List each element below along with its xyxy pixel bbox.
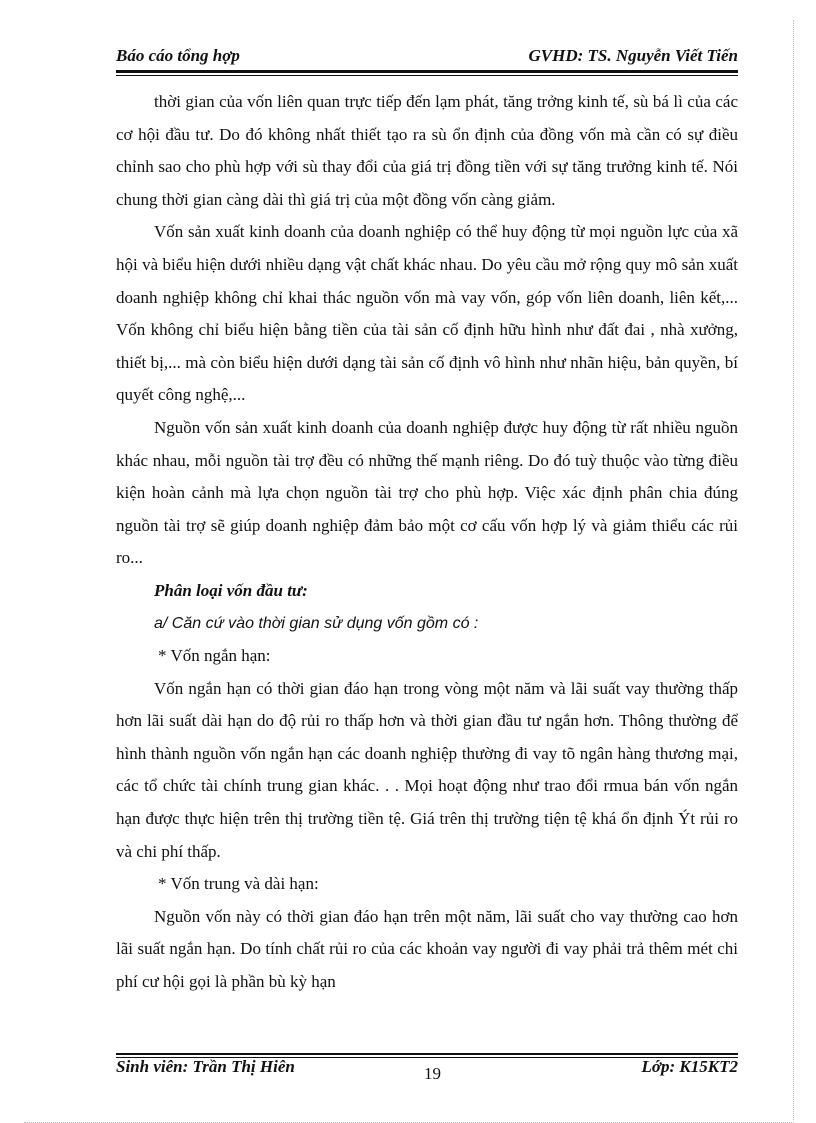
bullet-short-term: * Vốn ngắn hạn: <box>158 646 271 666</box>
header-title: Báo cáo tổng hợp <box>116 46 240 65</box>
paragraph-3: Nguồn vốn sản xuất kinh doanh của doanh nghiệp được huy động từ rất nhiều nguồn khác nhau, mỗi nguồn tài trợ đều có những thế mạnh riêng. Do đó tuỳ thuộc vào từng điều kiện hoàn cảnh mà lựa chọn nguồn tài trợ cho phù hợp. Việc xác định phân chia đúng nguồn tài trợ sẽ giúp doanh nghiệp đảm bảo một cơ cấu vốn hợp lý và giảm thiểu các rủi ro... <box>116 417 738 568</box>
page-header <box>116 44 738 70</box>
paragraph-4: Vốn ngắn hạn có thời gian đáo hạn trong vòng một năm và lãi suất vay thường thấp hơn lãi suất dài hạn do độ rủi ro thấp hơn và thời gian đầu tư ngắn hơn. Thông thường để hình thành nguồn vốn ngắn hạn các doanh nghiệp thường đi vay tõ ngân hàng thương mại, các tổ chức tài chính trung gian khác. . . Mọi hoạt động như trao đổi rmua bán vốn ngắn hạn được thực hiện trên thị trường tiền tệ. Giá trên thị trường tiện tệ khá ổn định Ýt rủi ro và chi phí thấp. <box>116 678 738 861</box>
page-edge-right <box>793 20 794 1120</box>
paragraph-1: thời gian của vốn liên quan trực tiếp đến lạm phát, tăng trởng kinh tế, sù bá lì của các cơ hội đầu tư. Do đó không nhất thiết tạo ra sù ổn định của đồng vốn mà cần có sự điều chỉnh sao cho phù hợp với sù thay đổi của giá trị đồng tiền với sự tăng trưởng kinh tế. Nói chung thời gian càng dài thì giá trị của một đồng vốn càng giảm. <box>116 92 738 209</box>
paragraph-2: Vốn sản xuất kinh doanh của doanh nghiệp có thể huy động từ mọi nguồn lực của xã hội và biểu hiện dưới nhiều dạng vật chất khác nhau. Do yêu cầu mở rộng quy mô sản xuất doanh nghiệp không chỉ khai thác nguồn vốn mà vay vốn, góp vốn liên doanh, liên kết,... Vốn không chỉ biểu hiện bằng tiền của tài sản cố định hữu hình như đất đai , nhà xưởng, thiết bị,... mà còn biểu hiện dưới dạng tài sản cố định vô hình như nhãn hiệu, bản quyền, bí quyết công nghệ,... <box>116 222 738 405</box>
subsection-a: a/ Căn cứ vào thời gian sử dụng vốn gồm có : <box>154 614 479 632</box>
bullet-long-term: * Vốn trung và dài hạn: <box>158 874 319 894</box>
page-footer <box>116 1057 738 1087</box>
footer-class: Lớp: K15KT2 <box>641 1057 738 1076</box>
page-number: 19 <box>424 1064 441 1083</box>
header-advisor: GVHD: TS. Nguyễn Viết Tiến <box>528 46 738 65</box>
paragraph-5: Nguồn vốn này có thời gian đáo hạn trên một năm, lãi suất cho vay thường cao hơn lãi suất ngắn hạn. Do tính chất rủi ro của các khoản vay người đi vay phải trả thêm mét chi phí cư hội gọi là phần bù kỳ hạn <box>116 906 738 992</box>
footer-student: Sinh viên: Trần Thị Hiên <box>116 1057 295 1076</box>
document-body <box>116 86 738 999</box>
header-rule <box>116 70 738 76</box>
section-heading: Phân loại vốn đầu tư: <box>154 580 308 600</box>
